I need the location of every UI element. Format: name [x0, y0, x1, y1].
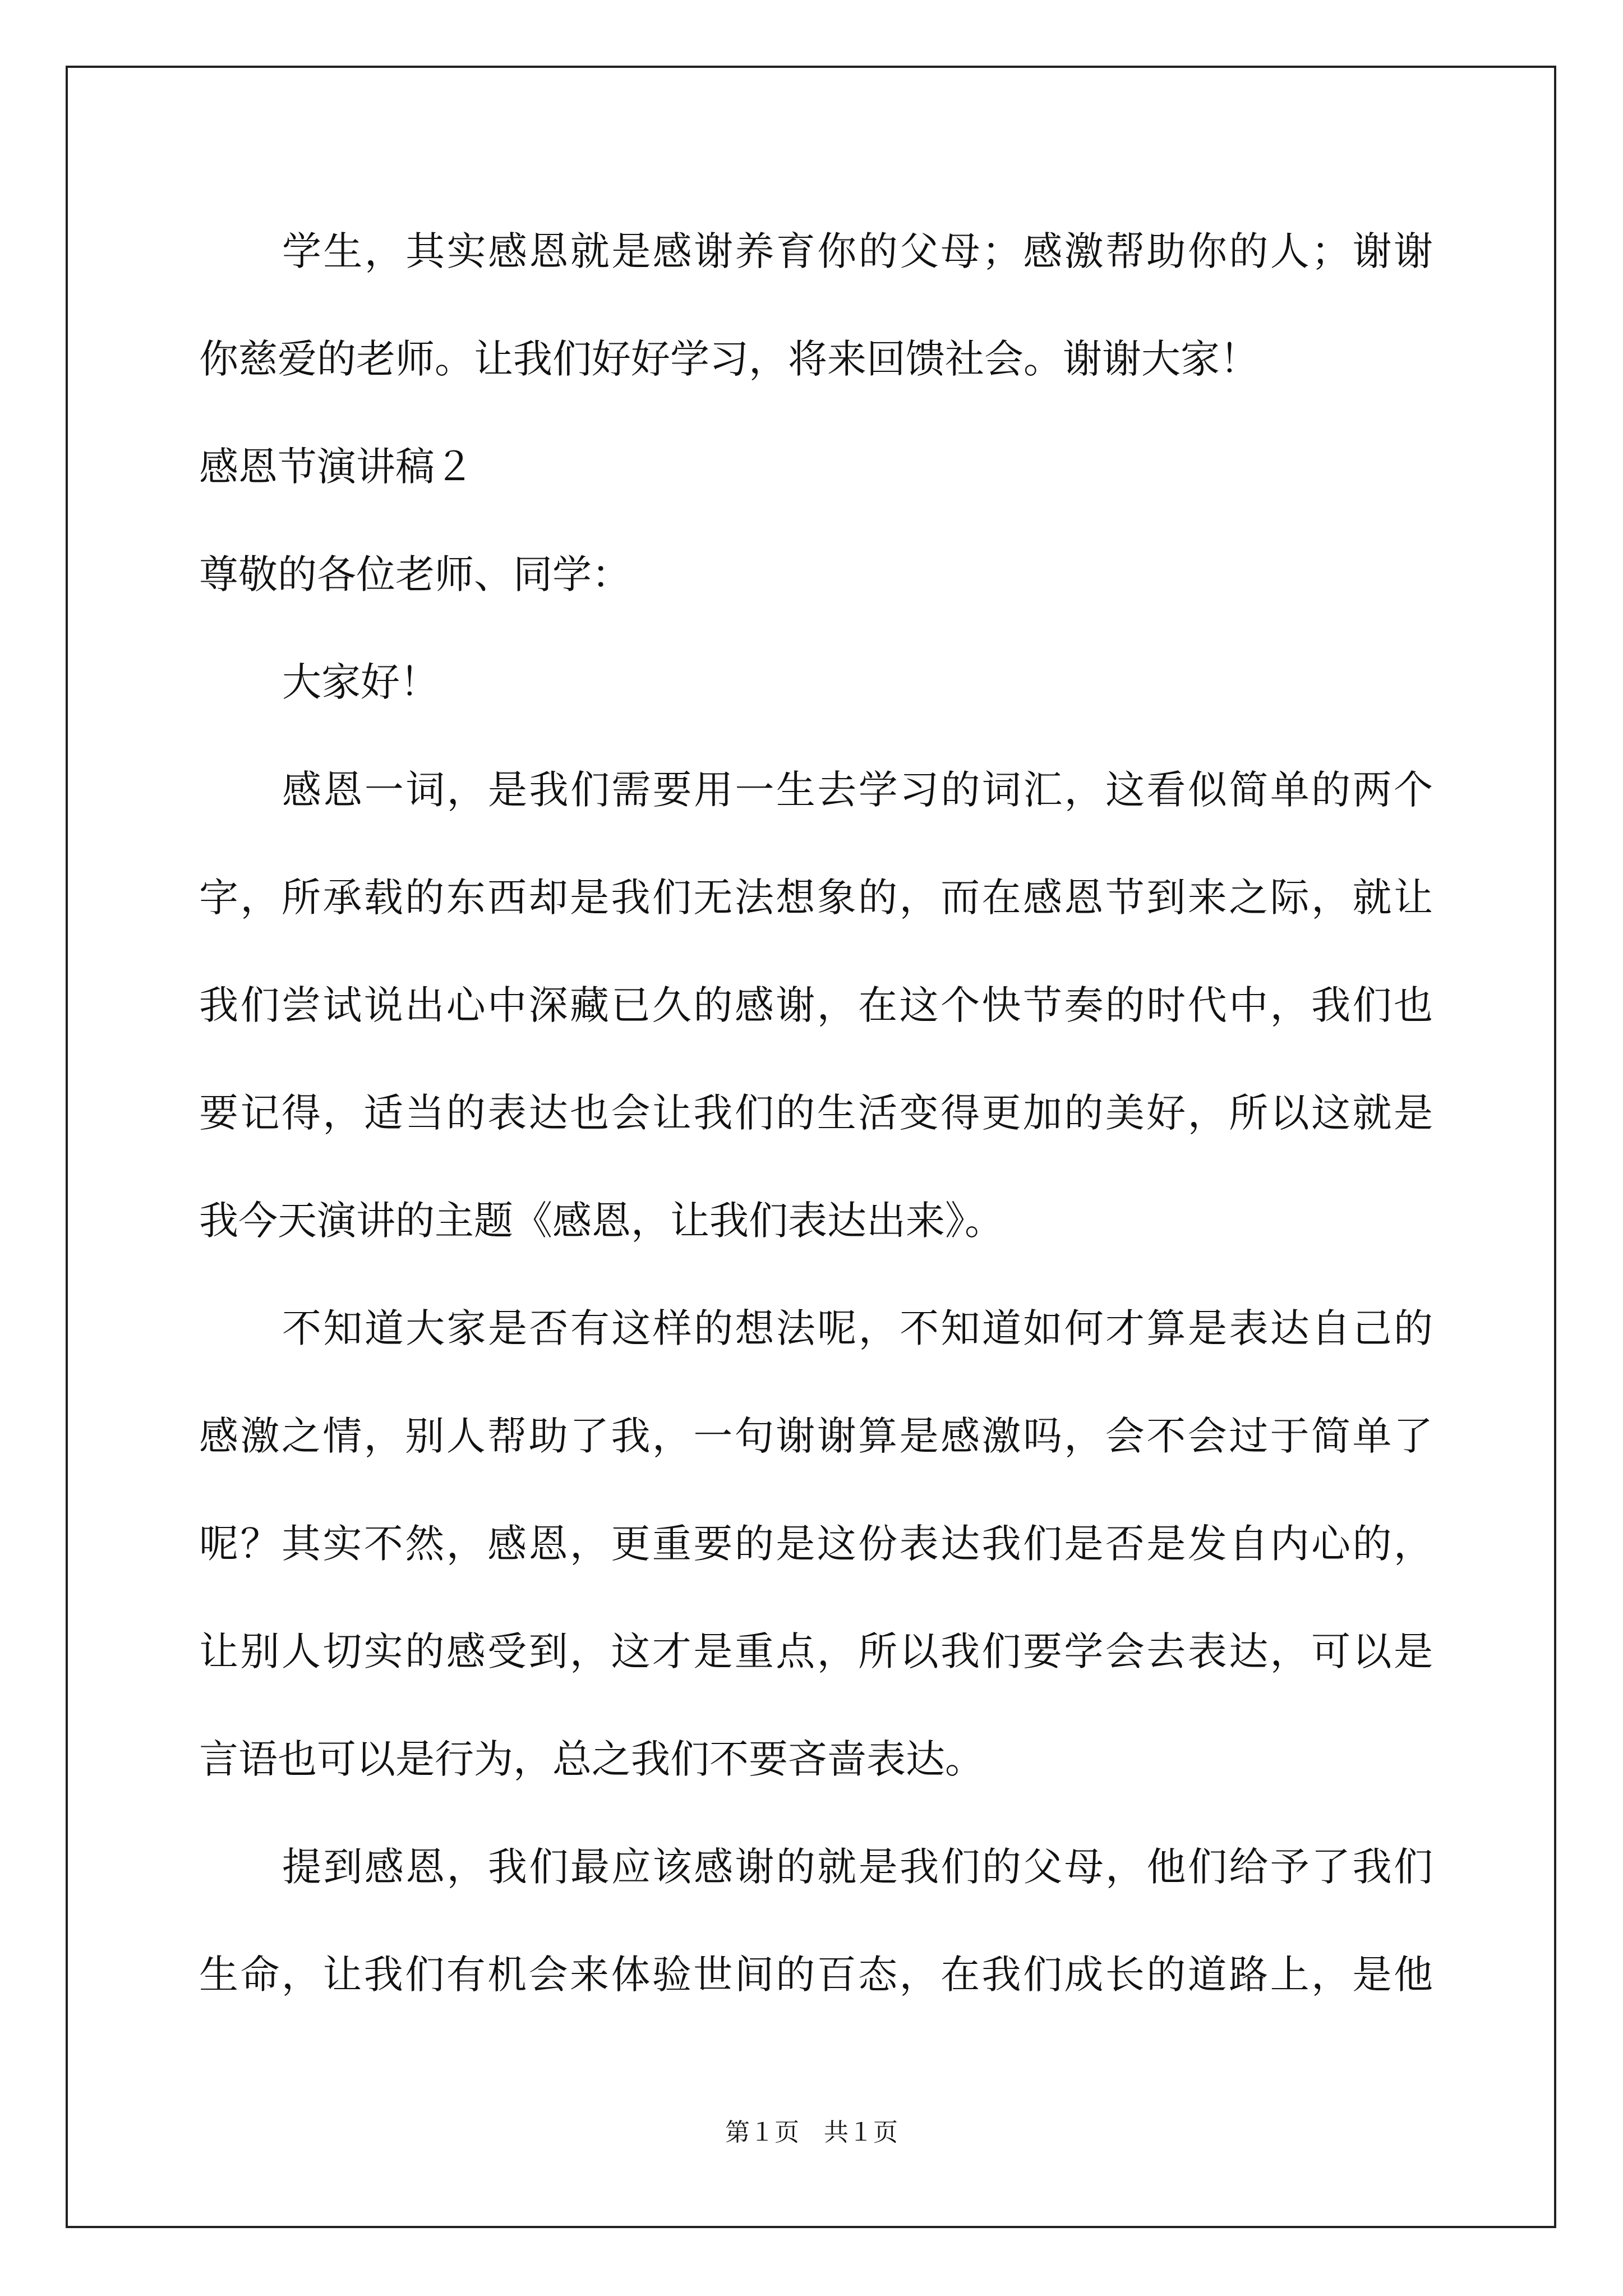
page-footer: 第１页 共１页: [725, 2118, 898, 2147]
paragraph-line: 我今天演讲的主题《感恩，让我们表达出来》。: [199, 1198, 1004, 1244]
document-body: [199, 218, 1433, 2049]
salutation: 尊敬的各位老师、同学：: [199, 551, 631, 597]
paragraph-line: 让别人切实的感受到，这才是重点，所以我们要学会去表达，可以是: [199, 1628, 1433, 1674]
paragraph-line: 你慈爱的老师。让我们好好学习，将来回馈社会。谢谢大家！: [199, 336, 1259, 382]
paragraph-line: 生命，让我们有机会来体验世间的百态，在我们成长的道路上，是他: [199, 1952, 1433, 1998]
paragraph-line: 言语也可以是行为，总之我们不要吝啬表达。: [199, 1736, 984, 1782]
paragraph-line: 感恩一词，是我们需要用一生去学习的词汇，这看似简单的两个: [282, 767, 1433, 813]
greeting: 大家好！: [282, 659, 439, 705]
paragraph-line: 字，所承载的东西却是我们无法想象的，而在感恩节到来之际，就让: [199, 875, 1433, 921]
paragraph-line: 我们尝试说出心中深藏已久的感谢，在这个快节奏的时代中，我们也: [199, 982, 1433, 1028]
paragraph-line: 不知道大家是否有这样的想法呢，不知道如何才算是表达自己的: [282, 1305, 1433, 1351]
paragraph-line: 感激之情，别人帮助了我，一句谢谢算是感激吗，会不会过于简单了: [199, 1413, 1433, 1459]
section-title: 感恩节演讲稿２: [199, 444, 474, 490]
paragraph-line: 学生，其实感恩就是感谢养育你的父母；感激帮助你的人；谢谢: [282, 228, 1433, 274]
paragraph-line: 要记得，适当的表达也会让我们的生活变得更加的美好，所以这就是: [199, 1090, 1433, 1136]
paragraph-line: 提到感恩，我们最应该感谢的就是我们的父母，他们给予了我们: [282, 1844, 1433, 1890]
paragraph-line: 呢？其实不然，感恩，更重要的是这份表达我们是否是发自内心的，: [199, 1521, 1433, 1567]
